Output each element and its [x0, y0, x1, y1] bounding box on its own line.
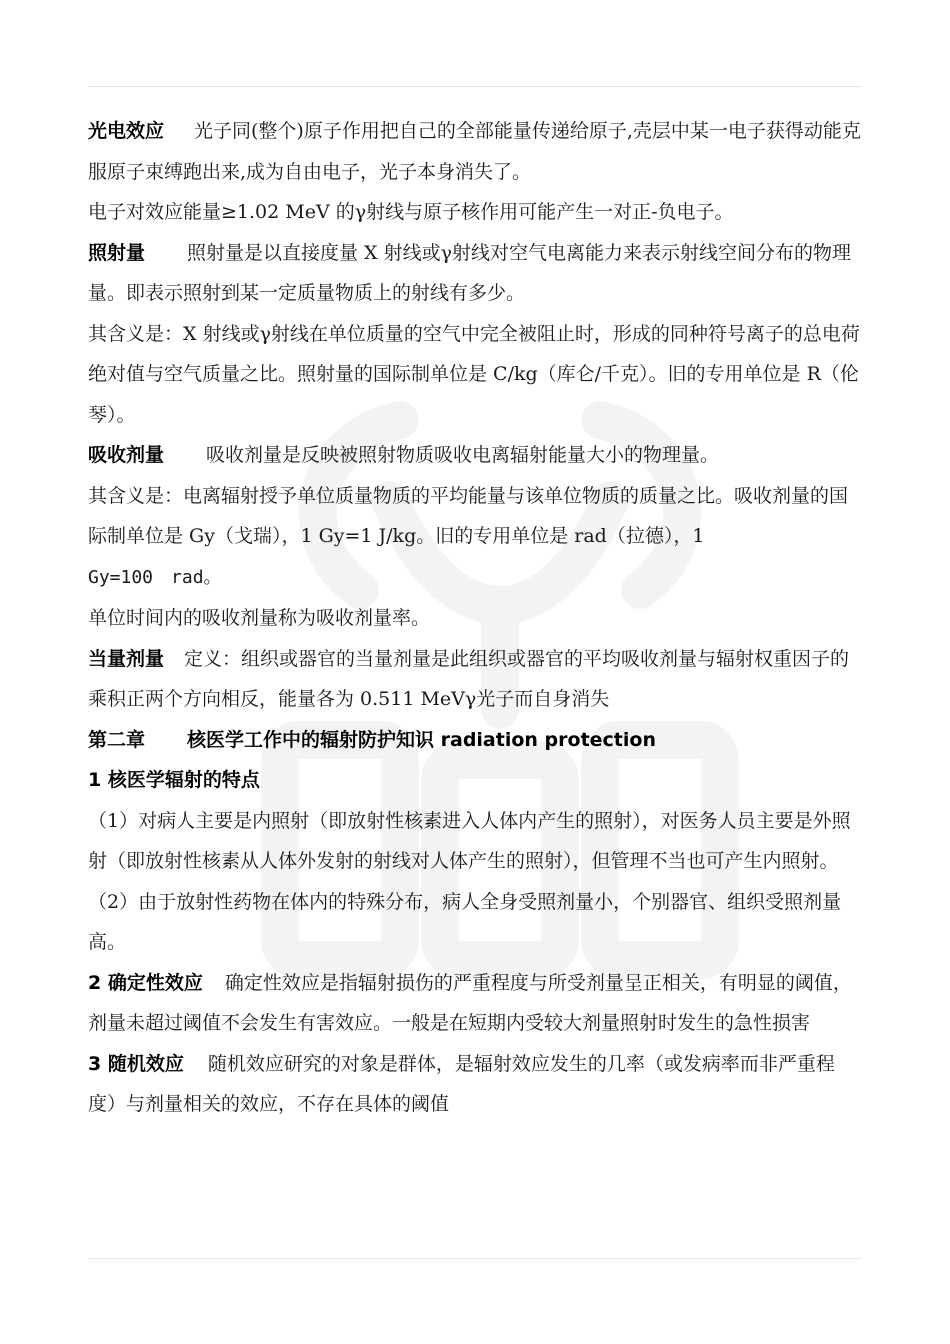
paragraph-exposure-meaning [88, 314, 862, 436]
term-heading: 2 确定性效应 [88, 971, 203, 994]
document-body [88, 111, 862, 1125]
paragraph-text: 光子同(整个)原子作用把自己的全部能量传递给原子,壳层中某一电子获得动能克服原子束缚跑出来,成为自由电子，光子本身消失了。 [88, 120, 861, 183]
paragraph-photoelectric [88, 111, 862, 192]
section-heading-1 [88, 760, 862, 801]
paragraph-text: 随机效应研究的对象是群体，是辐射效应发生的几率（或发病率而非严重程度）与剂量相关的效应，不存在具体的阈值 [88, 1052, 835, 1115]
paragraph-text: 吸收剂量是反映被照射物质吸收电离辐射能量大小的物理量。 [206, 444, 720, 466]
chapter-number: 第二章 [88, 728, 146, 751]
footer-rule [88, 1258, 862, 1259]
paragraph-text: 确定性效应是指辐射损伤的严重程度与所受剂量呈正相关，有明显的阈值，剂量未超过阈值不会发生有害效应。一般是在短期内受较大剂量照射时发生的急性损害 [88, 971, 852, 1034]
paragraph-text: 其含义是：X 射线或γ射线在单位质量的空气中完全被阻止时，形成的同种符号离子的总电荷绝对值与空气质量之比。照射量的国际制单位是 C/kg（库仑/千克）。旧的专用单位是 R（伦琴）。 [88, 322, 860, 426]
header-rule [88, 86, 862, 87]
paragraph-gy-rad [88, 557, 862, 599]
term-heading: 光电效应 [88, 120, 165, 142]
paragraph-text: 照射量是以直接度量 X 射线或γ射线对空气电离能力来表示射线空间分布的物理量。即表示照射到某一定质量物质上的射线有多少。 [88, 241, 851, 304]
paragraph-point-1 [88, 801, 862, 882]
paragraph-text: Gy=100 rad。 [88, 566, 222, 588]
paragraph-absorbed-dose-meaning [88, 476, 862, 557]
paragraph-text: 单位时间内的吸收剂量称为吸收剂量率。 [88, 607, 431, 629]
paragraph-point-2 [88, 882, 862, 963]
paragraph-text: （1）对病人主要是内照射（即放射性核素进入人体内产生的照射），对医务人员主要是外照射（即放射性核素从人体外发射的射线对人体产生的照射），但管理不当也可产生内照射。 [88, 809, 851, 872]
paragraph-dose-rate [88, 598, 862, 639]
section-title: 1 核医学辐射的特点 [88, 769, 260, 791]
chapter-heading [88, 720, 862, 761]
paragraph-equivalent-dose [88, 639, 862, 720]
paragraph-text: 其含义是：电离辐射授予单位质量物质的平均能量与该单位物质的质量之比。吸收剂量的国际制单位是 Gy（戈瑞），1 Gy=1 J/kg。旧的专用单位是 rad（拉德），1 [88, 484, 849, 547]
paragraph-text: 电子对效应能量≥1.02 MeV 的γ射线与原子核作用可能产生一对正-负电子。 [88, 201, 734, 223]
paragraph-deterministic [88, 963, 862, 1044]
term-heading: 照射量 [88, 241, 146, 264]
paragraph-exposure [88, 233, 862, 314]
paragraph-pair-production [88, 192, 862, 233]
paragraph-stochastic [88, 1044, 862, 1125]
paragraph-text: （2）由于放射性药物在体内的特殊分布，病人全身受照剂量小，个别器官、组织受照剂量高。 [88, 890, 842, 953]
term-heading: 3 随机效应 [88, 1052, 184, 1075]
term-heading: 吸收剂量 [88, 444, 165, 466]
chapter-title: 核医学工作中的辐射防护知识 radiation protection [187, 728, 656, 751]
paragraph-text: 定义：组织或器官的当量剂量是此组织或器官的平均吸收剂量与辐射权重因子的乘积正两个方向相反，能量各为 0.511 MeVγ光子而自身消失 [88, 647, 850, 710]
term-heading: 当量剂量 [88, 647, 165, 670]
paragraph-absorbed-dose [88, 435, 862, 476]
